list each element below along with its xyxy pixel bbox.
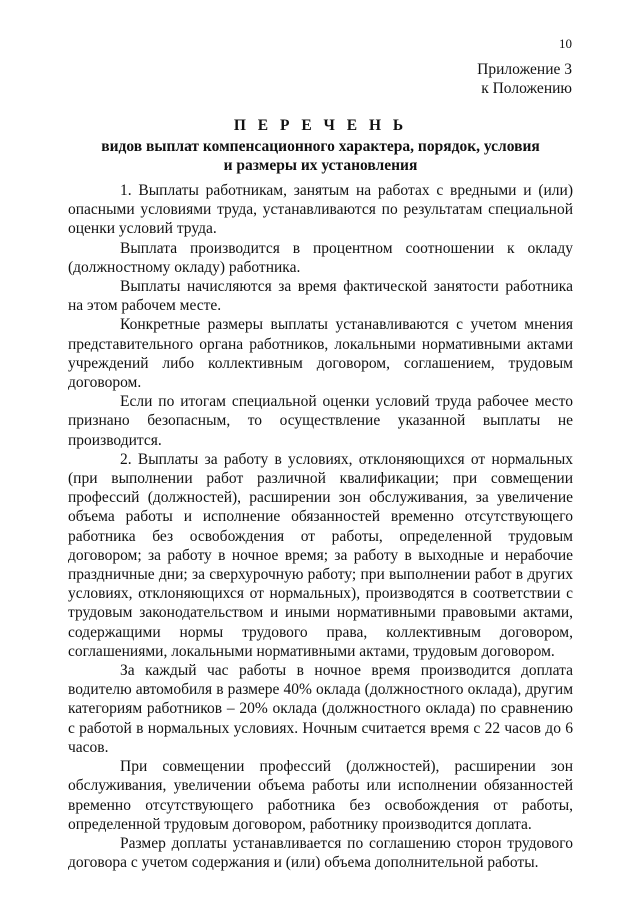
paragraph: 1. Выплаты работникам, занятым на работах с вредными и (или) опасными условиями труда, устанавливаются по результатам специальной оценки условий труда.: [68, 182, 573, 238]
paragraph: 2. Выплаты за работу в условиях, отклоняющихся от нормальных (при выполнении работ различной квалификации; при совмещении профессий (должностей), расширении зон обслуживания, за увеличение объема работы и исполнение обязанностей временно отсутствующего работника без освобождения от работы, определенной трудовым договором; за работу в ночное время; за работу в выходные и нерабочие праздничные дни; за сверхурочную работу; при выполнении работ в других условиях, отклоняющихся от нормальных), производятся в соответствии с трудовым законодательством и иными нормативными правовыми актами, содержащими нормы трудового права, коллективным договором, соглашениями, локальными нормативными актами, трудовым договором.: [68, 450, 573, 660]
paragraph: Выплата производится в процентном соотношении к окладу (должностному окладу) работника.: [68, 239, 573, 276]
document-body: [68, 181, 573, 872]
paragraph: За каждый час работы в ночное время производится доплата водителю автомобиля в размере 40% оклада (должностного оклада), другим категориям работников – 20% оклада (должностного оклада) по сравнению с работой в нормальных условиях. Ночным считается время с 22 часов до 6 часов.: [68, 662, 573, 756]
heading-title: П Е Р Е Ч Е Н Ь: [233, 117, 408, 134]
paragraph: Выплаты начисляются за время фактической занятости работника на этом рабочем месте.: [68, 278, 573, 315]
appendix-line-1: Приложение 3: [477, 61, 572, 78]
paragraph: Конкретные размеры выплаты устанавливаются с учетом мнения представительного органа работников, локальными нормативными актами учреждений либо коллективным договором, соглашением, трудовым договором.: [68, 316, 573, 392]
document-heading: [68, 116, 573, 175]
heading-subtitle-line-2: и размеры их установления: [223, 157, 418, 174]
paragraph: Размер доплаты устанавливается по соглашению сторон трудового договора с учетом содержания и (или) объема дополнительной работы.: [68, 834, 573, 872]
appendix-reference: [477, 60, 572, 98]
heading-subtitle-line-1: видов выплат компенсационного характера, порядок, условия: [101, 138, 540, 155]
page-number: 10: [559, 36, 572, 51]
paragraph: Если по итогам специальной оценки условий труда рабочее место признано безопасным, то осуществление указанной выплаты не производится.: [68, 393, 573, 449]
paragraph: При совмещении профессий (должностей), расширении зон обслуживания, увеличении объема работы или исполнении обязанностей временно отсутствующего работника без освобождения от работы, определенной трудовым договором, работнику производится доплата.: [68, 758, 573, 833]
appendix-line-2: к Положению: [481, 80, 572, 97]
